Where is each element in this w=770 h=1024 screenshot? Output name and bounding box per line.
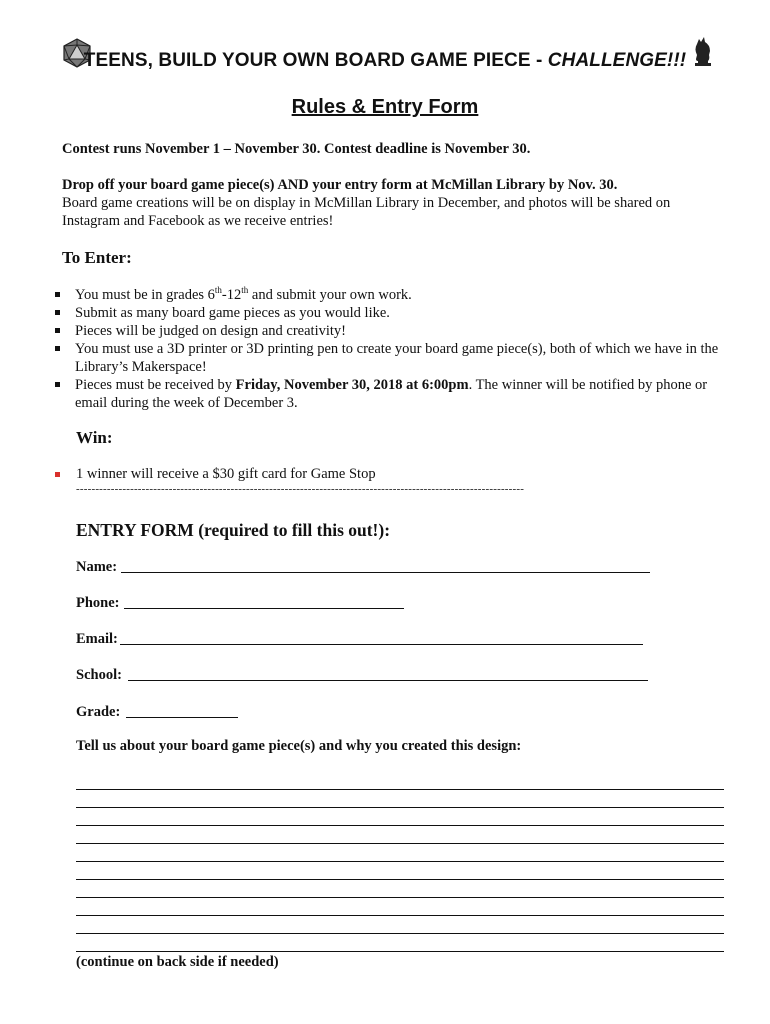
win-heading: Win: — [76, 428, 113, 447]
description-line[interactable] — [76, 897, 724, 898]
bullet-icon — [55, 328, 60, 333]
separator-line: -------------------------------------------------------------------------------------------------------------------- — [76, 483, 525, 495]
bullet-icon — [55, 472, 60, 477]
prize-text: 1 winner will receive a $30 gift card for Game Stop — [76, 466, 376, 482]
bullet-icon — [55, 346, 60, 351]
rule-text: Submit as many board game pieces as you would like. — [75, 305, 390, 321]
school-label: School: — [76, 667, 122, 683]
rule-sup: th — [214, 285, 222, 296]
list-item — [40, 322, 730, 340]
description-line[interactable] — [76, 861, 724, 862]
rule-text: Pieces must be received by — [75, 377, 236, 393]
rule-text: You must use a 3D printer or 3D printing pen to create your board game piece(s), both of which we have in the Library’s Makerspace! — [75, 341, 719, 375]
list-item — [40, 340, 730, 376]
school-field[interactable] — [128, 680, 648, 681]
phone-label: Phone: — [76, 595, 120, 611]
description-line[interactable] — [76, 933, 724, 934]
name-label: Name: — [76, 559, 118, 575]
page-subtitle — [0, 96, 770, 119]
entry-form-heading: ENTRY FORM (required to fill this out!): — [76, 520, 391, 540]
description-line[interactable] — [76, 843, 724, 844]
display-note: Board game creations will be on display in McMillan Library in December, and photos will be shared on Instagram and Facebook as we receive entries! — [62, 195, 671, 229]
rule-text: -12 — [221, 287, 242, 303]
description-line[interactable] — [76, 825, 724, 826]
continue-note: (continue on back side if needed) — [76, 954, 279, 970]
to-enter-heading: To Enter: — [62, 248, 132, 267]
bullet-icon — [55, 310, 60, 315]
bullet-icon — [55, 382, 60, 387]
rules-list — [40, 286, 730, 412]
title-emphasis: CHALLENGE!!! — [547, 50, 687, 71]
description-prompt: Tell us about your board game piece(s) and why you created this design: — [76, 738, 522, 754]
contest-dates: Contest runs November 1 – November 30. Contest deadline is November 30. — [62, 141, 531, 157]
grade-label: Grade: — [76, 704, 121, 720]
description-line[interactable] — [76, 951, 724, 952]
email-field[interactable] — [120, 644, 643, 645]
description-line[interactable] — [76, 915, 724, 916]
rule-text: You must be in grades 6 — [75, 287, 215, 303]
name-field[interactable] — [121, 572, 650, 573]
dropoff-instruction: Drop off your board game piece(s) AND your entry form at McMillan Library by Nov. 30. — [62, 177, 618, 193]
description-line[interactable] — [76, 789, 724, 790]
rule-text: . The winner will be notified by phone or email during the week of December 3. — [75, 377, 708, 411]
subtitle-text: Rules & Entry Form — [291, 96, 479, 118]
rule-deadline: Friday, November 30, 2018 at 6:00pm — [235, 377, 469, 393]
description-line[interactable] — [76, 879, 724, 880]
grade-field[interactable] — [126, 717, 238, 718]
list-item — [40, 286, 730, 304]
email-label: Email: — [76, 631, 118, 647]
phone-field[interactable] — [124, 608, 404, 609]
rule-text: and submit your own work. — [248, 287, 412, 303]
list-item — [40, 376, 730, 412]
description-line[interactable] — [76, 807, 724, 808]
chess-knight-icon — [692, 35, 714, 67]
bullet-icon — [55, 292, 60, 297]
page-title — [0, 50, 770, 72]
title-main: TEENS, BUILD YOUR OWN BOARD GAME PIECE - — [83, 50, 548, 71]
list-item — [40, 304, 730, 322]
rule-text: Pieces will be judged on design and creativity! — [75, 323, 346, 339]
rule-sup: th — [241, 285, 249, 296]
